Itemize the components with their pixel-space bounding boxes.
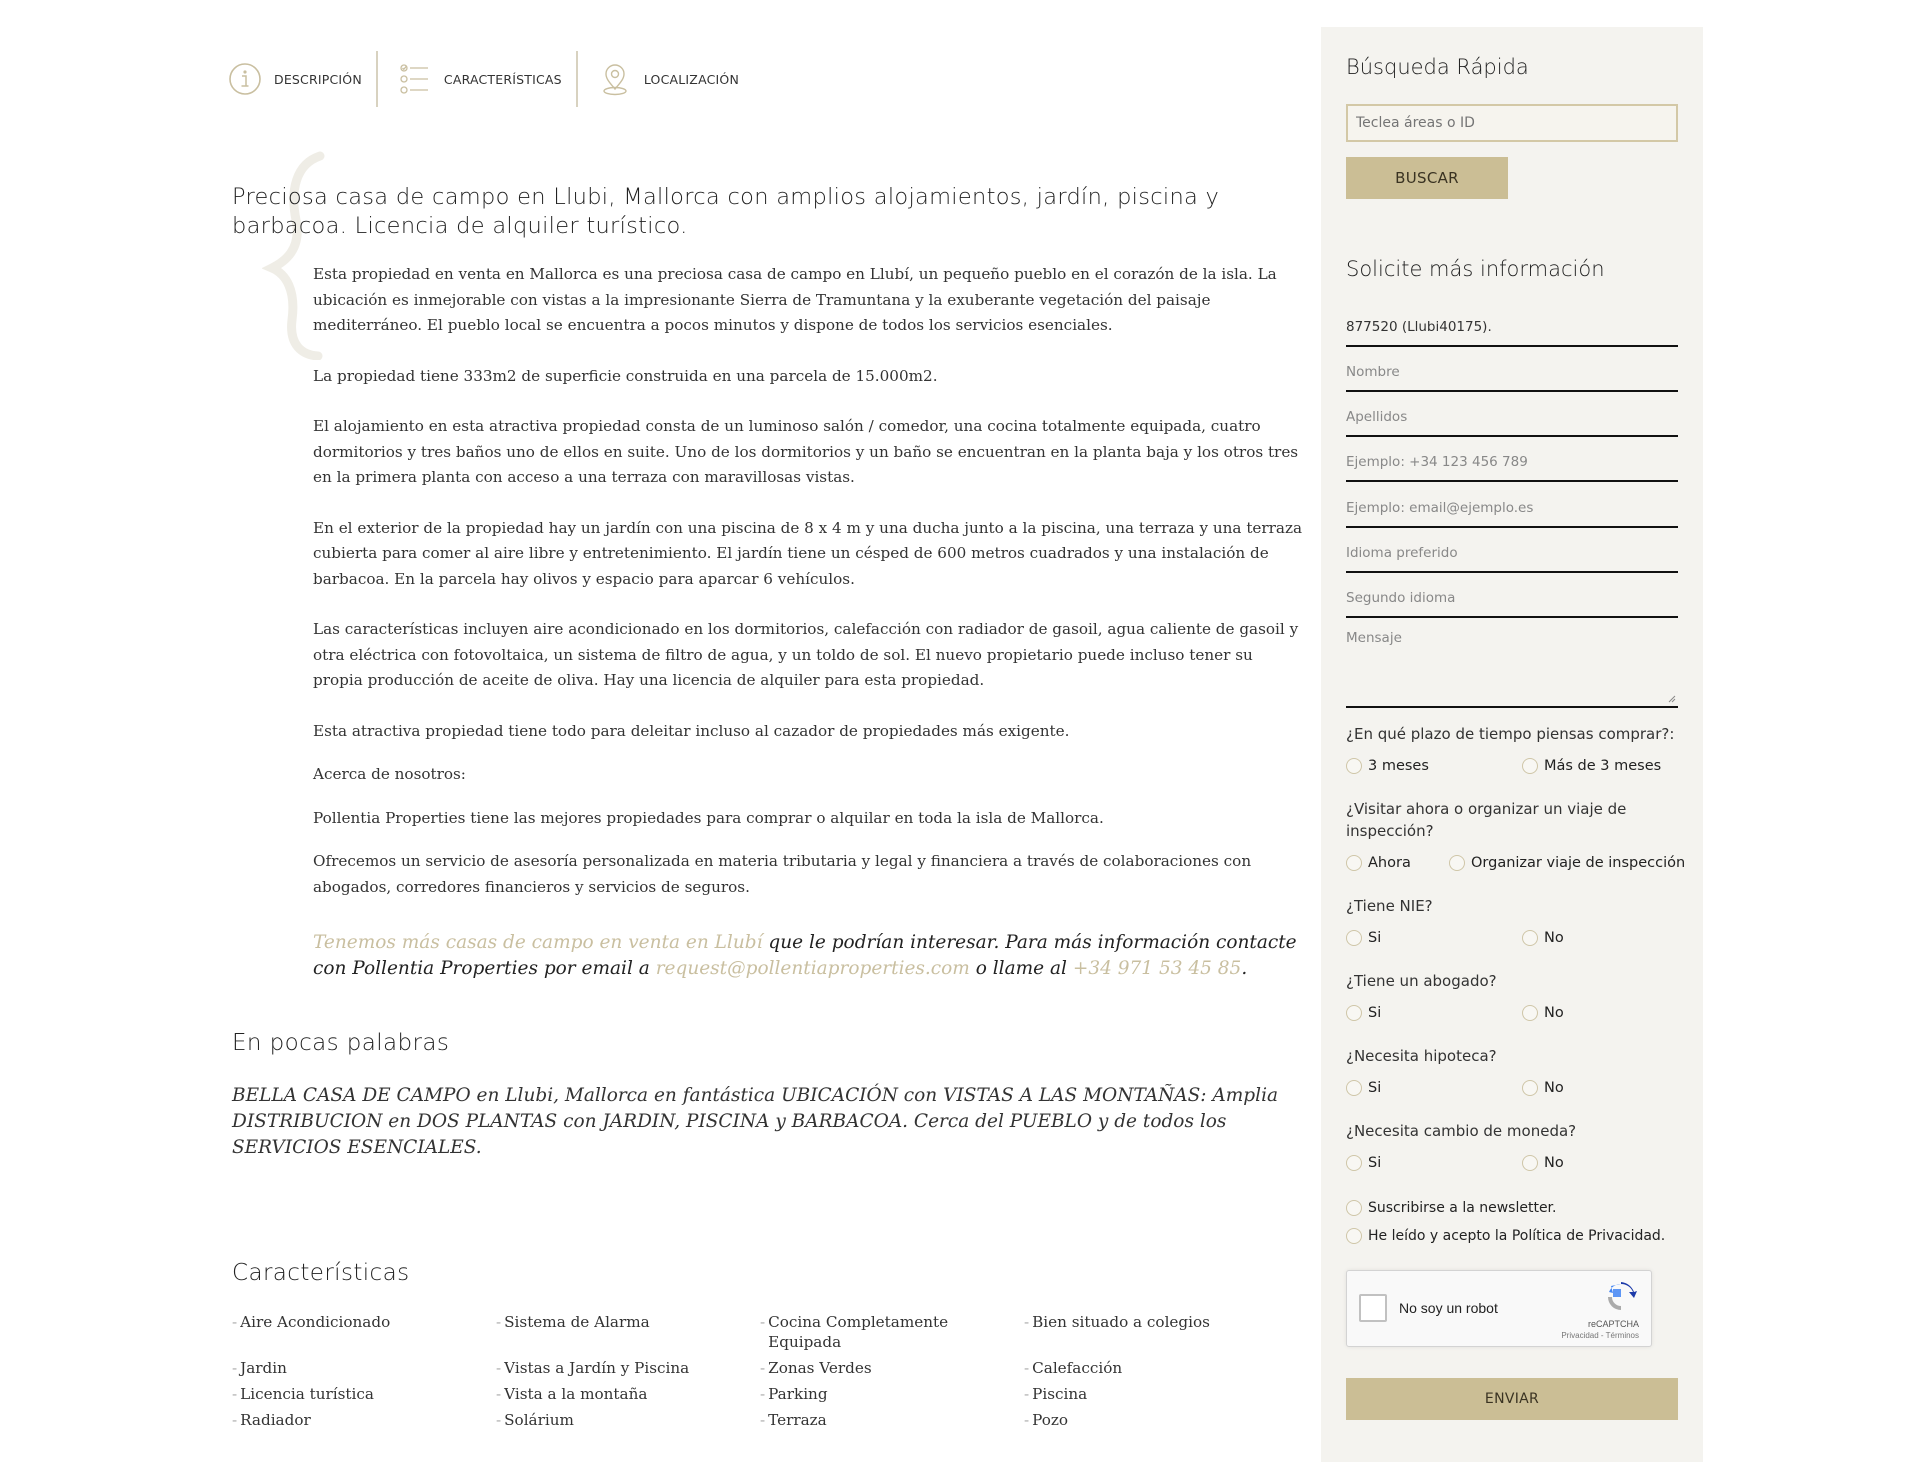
description-paragraph: La propiedad tiene 333m2 de superficie construida en una parcela de 15.000m2. [313, 366, 938, 385]
question-mortgage: ¿Necesita hipoteca? [1346, 1047, 1497, 1065]
tab-descripcion[interactable] [228, 50, 362, 108]
feature-item [232, 1358, 496, 1384]
radio-mas-de-3-meses[interactable] [1522, 758, 1661, 774]
feature-item [232, 1312, 496, 1358]
question-visit: ¿Visitar ahora o organizar un viaje de inspección? [1346, 800, 1627, 840]
bullet-dash: - [760, 1313, 766, 1331]
radio-mortgage-si[interactable] [1346, 1080, 1381, 1096]
feature-label: Bien situado a colegios [1032, 1313, 1210, 1331]
name-placeholder: Nombre [1346, 364, 1400, 380]
feature-label: Sistema de Alarma [504, 1313, 650, 1331]
checklist-icon [398, 62, 432, 96]
radio-lawyer-no[interactable] [1522, 1005, 1564, 1021]
section-tabs [228, 50, 739, 108]
email-placeholder: Ejemplo: email@ejemplo.es [1346, 500, 1534, 516]
search-button[interactable]: BUSCAR [1346, 157, 1508, 199]
recaptcha-checkbox[interactable] [1359, 1294, 1387, 1322]
feature-label: Solárium [504, 1411, 574, 1429]
recaptcha-logo-icon [1605, 1281, 1637, 1313]
radio-circle [1346, 1155, 1362, 1171]
privacy-label: He leído y acepto la Política de Privacidad. [1368, 1228, 1666, 1244]
contact-text: o llame al [969, 958, 1073, 979]
bullet-dash: - [1024, 1313, 1030, 1331]
feature-label: Vista a la montaña [504, 1385, 648, 1403]
radio-circle [1346, 758, 1362, 774]
tab-divider [576, 51, 578, 107]
feature-item [496, 1410, 760, 1436]
message-placeholder: Mensaje [1346, 630, 1402, 646]
radio-label: No [1544, 1005, 1564, 1021]
question-nie: ¿Tiene NIE? [1346, 897, 1433, 915]
recaptcha-brand: reCAPTCHA [1587, 1319, 1639, 1329]
description-paragraph: Acerca de nosotros: [313, 765, 466, 783]
description-paragraph: Ofrecemos un servicio de asesoría personalizada en materia tributaria y legal y financiera a través de colaboraciones con abogados, corredores financieros y servicios de seguros. [313, 852, 1252, 896]
feature-label: Terraza [768, 1411, 827, 1429]
resize-grip-icon[interactable] [1668, 695, 1676, 703]
radio-circle [1522, 930, 1538, 946]
bullet-dash: - [496, 1385, 502, 1403]
bullet-dash: - [1024, 1385, 1030, 1403]
property-headline: Preciosa casa de campo en Llubi, Mallorca con amplios alojamientos, jardín, piscina y barbacoa. Licencia de alquiler turístico. [232, 184, 1220, 239]
name-field[interactable] [1346, 347, 1678, 392]
feature-item [760, 1312, 1024, 1358]
contact-paragraph [313, 930, 1303, 982]
feature-label: Cocina Completamente Equipada [768, 1313, 949, 1351]
radio-lawyer-si[interactable] [1346, 1005, 1381, 1021]
feature-item [496, 1358, 760, 1384]
description-paragraph: Pollentia Properties tiene las mejores propiedades para comprar o alquilar en toda la isla de Mallorca. [313, 808, 1104, 827]
bullet-dash: - [760, 1385, 766, 1403]
feature-item [232, 1410, 496, 1436]
feature-item [1024, 1410, 1288, 1436]
radio-label: Si [1368, 1005, 1382, 1021]
bullet-dash: - [496, 1411, 502, 1429]
radio-3-meses[interactable] [1346, 758, 1429, 774]
radio-nie-no[interactable] [1522, 930, 1564, 946]
checkbox-circle [1346, 1200, 1362, 1216]
summary-text: BELLA CASA DE CAMPO en Llubi, Mallorca en fantástica UBICACIÓN con VISTAS A LAS MONTAÑAS: Amplia DISTRIBUCION en DOS PLANTAS con JARDIN, PISCINA y BARBACOA. Cerca del PUEBLO y de todos los SERVICIOS ESENCIALES. [232, 1085, 1279, 1158]
radio-label: Si [1368, 1155, 1382, 1171]
checkbox-circle [1346, 1228, 1362, 1244]
feature-item [760, 1384, 1024, 1410]
feature-item [496, 1312, 760, 1358]
surname-field[interactable] [1346, 392, 1678, 437]
map-pin-icon [598, 62, 632, 96]
question-purchase-timeframe: ¿En qué plazo de tiempo piensas comprar?: [1346, 725, 1675, 743]
question-lawyer: ¿Tiene un abogado? [1346, 972, 1497, 990]
reference-value: 877520 (Llubi40175). [1346, 319, 1492, 335]
feature-label: Vistas a Jardín y Piscina [504, 1359, 690, 1377]
tab-divider [376, 51, 378, 107]
bullet-dash: - [496, 1359, 502, 1377]
radio-currency-si[interactable] [1346, 1155, 1381, 1171]
contact-text: . [1241, 958, 1248, 979]
tab-caracteristicas[interactable] [398, 50, 562, 108]
recaptcha-label: No soy un robot [1399, 1300, 1498, 1316]
description-paragraph: Las características incluyen aire acondicionado en los dormitorios, calefacción con radiador de gasoil, agua caliente de gasoil y otra eléctrica con fotovoltaica, un sistema de filtro de agua, y un toldo de sol. El nuevo propietario puede incluso tener su propia producción de aceite de oliva. Hay una licencia de alquiler para esta propiedad. [313, 620, 1299, 689]
radio-nie-si[interactable] [1346, 930, 1381, 946]
recaptcha-terms-link[interactable]: Privacidad - Términos [1561, 1331, 1639, 1340]
radio-label: Más de 3 meses [1544, 758, 1662, 774]
bullet-dash: - [760, 1359, 766, 1377]
second-language-placeholder: Segundo idioma [1346, 590, 1456, 606]
info-form-title: Solicite más información [1346, 257, 1605, 281]
newsletter-label: Suscribirse a la newsletter. [1368, 1200, 1557, 1216]
tab-label: CARACTERÍSTICAS [443, 71, 562, 87]
bullet-dash: - [760, 1411, 766, 1429]
bullet-dash: - [1024, 1411, 1030, 1429]
more-properties-link[interactable]: Tenemos más casas de campo en venta en Llubí [313, 932, 763, 953]
question-currency: ¿Necesita cambio de moneda? [1346, 1122, 1577, 1140]
feature-label: Licencia turística [240, 1385, 374, 1403]
radio-circle [1346, 855, 1362, 871]
feature-item [496, 1384, 760, 1410]
radio-circle [1522, 1080, 1538, 1096]
phone-link[interactable]: +34 971 53 45 85 [1072, 958, 1242, 979]
email-field[interactable] [1346, 482, 1678, 528]
feature-item [1024, 1312, 1288, 1358]
radio-ahora[interactable] [1346, 855, 1411, 871]
description-paragraph: Esta atractiva propiedad tiene todo para deleitar incluso al cazador de propiedades más exigente. [313, 721, 1070, 740]
bullet-dash: - [232, 1313, 238, 1331]
tab-label: LOCALIZACIÓN [643, 71, 739, 87]
quick-search-title: Búsqueda Rápida [1346, 55, 1529, 79]
feature-item [232, 1384, 496, 1410]
features-title: Características [232, 1260, 410, 1286]
radio-label: Ahora [1368, 855, 1411, 871]
phone-placeholder: Ejemplo: +34 123 456 789 [1346, 454, 1528, 470]
phone-field[interactable] [1346, 437, 1678, 482]
feature-label: Radiador [240, 1411, 311, 1429]
radio-label: No [1544, 930, 1564, 946]
description-body [313, 262, 1303, 918]
feature-item [1024, 1358, 1288, 1384]
radio-currency-no[interactable] [1522, 1155, 1564, 1171]
radio-label: Organizar viaje de inspección [1471, 855, 1686, 871]
radio-circle [1522, 1155, 1538, 1171]
bullet-dash: - [496, 1313, 502, 1331]
tab-localizacion[interactable] [598, 50, 739, 108]
preferred-language-field[interactable] [1346, 528, 1678, 573]
radio-circle [1346, 930, 1362, 946]
radio-organizar-viaje[interactable] [1449, 855, 1685, 871]
features-list [232, 1312, 1292, 1436]
bullet-dash: - [232, 1359, 238, 1377]
radio-label: 3 meses [1368, 758, 1429, 774]
preferred-language-placeholder: Idioma preferido [1346, 545, 1458, 561]
info-icon [228, 62, 262, 96]
tab-label: DESCRIPCIÓN [274, 71, 362, 87]
second-language-field[interactable] [1346, 573, 1678, 618]
contact-text: que le podrían interesar. Para más información contacte con Pollentia Properties por email a [313, 932, 1297, 979]
radio-circle [1346, 1080, 1362, 1096]
privacy-checkbox[interactable] [1346, 1228, 1665, 1244]
feature-item [1024, 1384, 1288, 1410]
description-paragraph: Esta propiedad en venta en Mallorca es una preciosa casa de campo en Llubí, un pequeño pueblo en el corazón de la isla. La ubicación es inmejorable con vistas a la impresionante Sierra de Tramuntana y la exuberante vegetación del paisaje mediterráneo. El pueblo local se encuentra a pocos minutos y dispone de todos los servicios esenciales. [313, 265, 1277, 334]
feature-item [760, 1358, 1024, 1384]
submit-button[interactable]: ENVIAR [1346, 1378, 1678, 1420]
bullet-dash: - [232, 1411, 238, 1429]
message-textarea[interactable] [1346, 618, 1678, 708]
email-link[interactable]: request@pollentiaproperties.com [655, 958, 970, 979]
radio-label: No [1544, 1155, 1564, 1171]
quick-search-input[interactable] [1346, 104, 1678, 142]
feature-item [760, 1410, 1024, 1436]
radio-circle [1449, 855, 1465, 871]
feature-label: Jardin [240, 1359, 287, 1377]
radio-circle [1522, 758, 1538, 774]
feature-label: Piscina [1032, 1385, 1088, 1403]
feature-label: Zonas Verdes [768, 1359, 872, 1377]
description-paragraph: El alojamiento en esta atractiva propiedad consta de un luminoso salón / comedor, una cocina totalmente equipada, cuatro dormitorios y tres baños uno de ellos en suite. Uno de los dormitorios y un baño se encuentran en la planta baja y los otros tres en la primera planta con acceso a una terraza con maravillosas vistas. [313, 417, 1299, 486]
feature-label: Calefacción [1032, 1359, 1123, 1377]
bullet-dash: - [1024, 1359, 1030, 1377]
radio-label: Si [1368, 1080, 1382, 1096]
surname-placeholder: Apellidos [1346, 409, 1408, 425]
recaptcha-widget [1346, 1270, 1652, 1347]
radio-label: Si [1368, 930, 1382, 946]
feature-label: Aire Acondicionado [240, 1313, 391, 1331]
feature-label: Parking [768, 1385, 828, 1403]
radio-label: No [1544, 1080, 1564, 1096]
reference-field[interactable] [1346, 307, 1678, 347]
feature-label: Pozo [1032, 1411, 1069, 1429]
summary-title: En pocas palabras [232, 1030, 450, 1056]
sidebar [1321, 27, 1703, 1462]
radio-circle [1522, 1005, 1538, 1021]
newsletter-checkbox[interactable] [1346, 1200, 1556, 1216]
bullet-dash: - [232, 1385, 238, 1403]
radio-circle [1346, 1005, 1362, 1021]
description-paragraph: En el exterior de la propiedad hay un jardín con una piscina de 8 x 4 m y una ducha junto a la piscina, una terraza y una terraza cubierta para comer al aire libre y entretenimiento. El jardín tiene un césped de 600 metros cuadrados y una instalación de barbacoa. En la parcela hay olivos y espacio para aparcar 6 vehículos. [313, 518, 1303, 588]
radio-mortgage-no[interactable] [1522, 1080, 1564, 1096]
